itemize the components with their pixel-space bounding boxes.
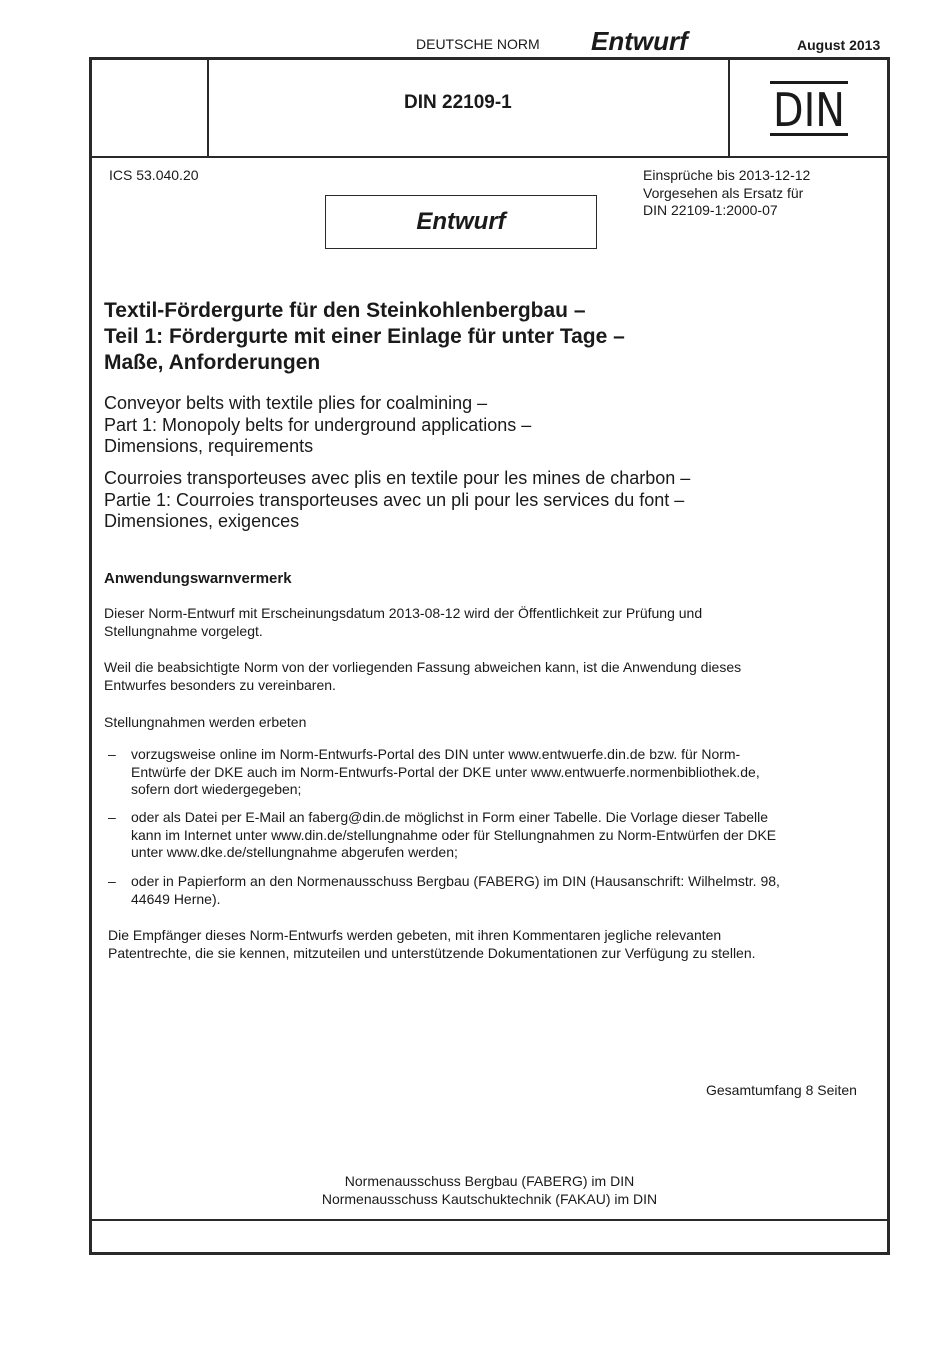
replacement-label: Vorgesehen als Ersatz für bbox=[643, 184, 804, 201]
replacement-notes bbox=[643, 167, 810, 220]
paragraph-line: Dieser Norm-Entwurf mit Erscheinungsdatum 2013-08-12 wird der Öffentlichkeit zur Prüfung und bbox=[104, 605, 703, 621]
title-line: Textil-Fördergurte für den Steinkohlenbergbau – bbox=[104, 299, 586, 322]
paragraph-line: Die Empfänger dieses Norm-Entwurfs werden gebeten, mit ihren Kommentaren jegliche relevanten bbox=[108, 927, 722, 943]
bullet-line: kann im Internet unter www.din.de/stellungnahme oder für Stellungnahmen zu Norm-Entwürfen der DKE bbox=[131, 826, 777, 843]
din-logo bbox=[770, 81, 848, 136]
committee-line: Normenausschuss Bergbau (FABERG) im DIN bbox=[344, 1173, 635, 1189]
bullet-line: 44649 Herne). bbox=[131, 890, 221, 907]
publication-date: August 2013 bbox=[797, 37, 881, 53]
bullet-line: oder als Datei per E-Mail an faberg@din.de möglichst in Form einer Tabelle. Die Vorlage dieser Tabelle bbox=[131, 809, 769, 825]
title-english bbox=[104, 393, 531, 458]
committee-footer bbox=[89, 1172, 890, 1208]
frame-divider-right bbox=[728, 57, 730, 157]
committee-line: Normenausschuss Kautschuktechnik (FAKAU) im DIN bbox=[321, 1191, 658, 1207]
patent-notice bbox=[108, 927, 756, 962]
paragraph-line: Stellungnahme vorgelegt. bbox=[104, 622, 263, 639]
warning-paragraph-1 bbox=[104, 605, 702, 640]
warning-paragraph-3 bbox=[104, 714, 306, 732]
bullet-line: sofern dort wiedergegeben; bbox=[131, 781, 302, 797]
din-logo-text: DIN bbox=[773, 83, 845, 137]
bullet-text bbox=[131, 809, 776, 862]
title-german bbox=[104, 298, 625, 376]
paragraph-line: Entwurfes besonders zu vereinbaren. bbox=[104, 676, 336, 693]
bullet-line: Entwürfe der DKE auch im Norm-Entwurfs-Portal der DKE unter www.entwuerfe.normenbibliothek.de, bbox=[131, 763, 760, 780]
draft-stamp-text: Entwurf bbox=[416, 208, 506, 235]
frame-footer-rule bbox=[89, 1219, 890, 1221]
warning-paragraph-2 bbox=[104, 659, 741, 694]
title-line: Courroies transporteuses avec plis en textile pour les mines de charbon – bbox=[104, 468, 691, 488]
objection-deadline: Einsprüche bis 2013-12-12 bbox=[643, 167, 811, 183]
deutsche-norm-label: DEUTSCHE NORM bbox=[416, 36, 540, 52]
frame-divider-left bbox=[207, 57, 209, 157]
paragraph-line: Stellungnahmen werden erbeten bbox=[104, 714, 307, 730]
entwurf-header-label: Entwurf bbox=[591, 26, 688, 56]
bullet-line: oder in Papierform an den Normenausschuss Bergbau (FABERG) im DIN (Hausanschrift: Wilhelmstr. 98, bbox=[131, 873, 780, 889]
title-line: Maße, Anforderungen bbox=[104, 351, 321, 374]
warning-heading: Anwendungswarnvermerk bbox=[104, 570, 292, 587]
draft-stamp bbox=[325, 195, 597, 249]
replaced-standard: DIN 22109-1:2000-07 bbox=[643, 202, 778, 218]
title-line: Dimensions, requirements bbox=[104, 436, 314, 456]
bullet-line: vorzugsweise online im Norm-Entwurfs-Portal des DIN unter www.entwuerfe.din.de bzw. für Norm- bbox=[131, 746, 741, 762]
bullet-text bbox=[131, 873, 780, 908]
bullet-dash: – bbox=[108, 873, 116, 889]
title-line: Dimensiones, exigences bbox=[104, 511, 300, 531]
title-line: Conveyor belts with textile plies for coalmining – bbox=[104, 393, 488, 413]
standard-number: DIN 22109-1 bbox=[404, 92, 512, 113]
title-line: Teil 1: Fördergurte mit einer Einlage für unter Tage – bbox=[104, 325, 625, 348]
bullet-text bbox=[131, 746, 760, 799]
bullet-dash: – bbox=[108, 746, 116, 762]
bullet-line: unter www.dke.de/stellungnahme abgerufen werden; bbox=[131, 844, 458, 860]
paragraph-line: Patentrechte, die sie kennen, mitzuteilen und unterstützende Dokumentationen zur Verfügung zu stellen. bbox=[108, 944, 756, 961]
title-line: Partie 1: Courroies transporteuses avec un pli pour les services du font – bbox=[104, 489, 685, 510]
title-line: Part 1: Monopoly belts for underground applications – bbox=[104, 414, 532, 435]
title-french bbox=[104, 468, 690, 533]
bullet-dash: – bbox=[108, 809, 116, 825]
paragraph-line: Weil die beabsichtigte Norm von der vorliegenden Fassung abweichen kann, ist die Anwendung dieses bbox=[104, 659, 742, 675]
ics-code: ICS 53.040.20 bbox=[109, 167, 199, 183]
frame-header-rule bbox=[89, 156, 890, 158]
total-pages: Gesamtumfang 8 Seiten bbox=[706, 1082, 857, 1098]
